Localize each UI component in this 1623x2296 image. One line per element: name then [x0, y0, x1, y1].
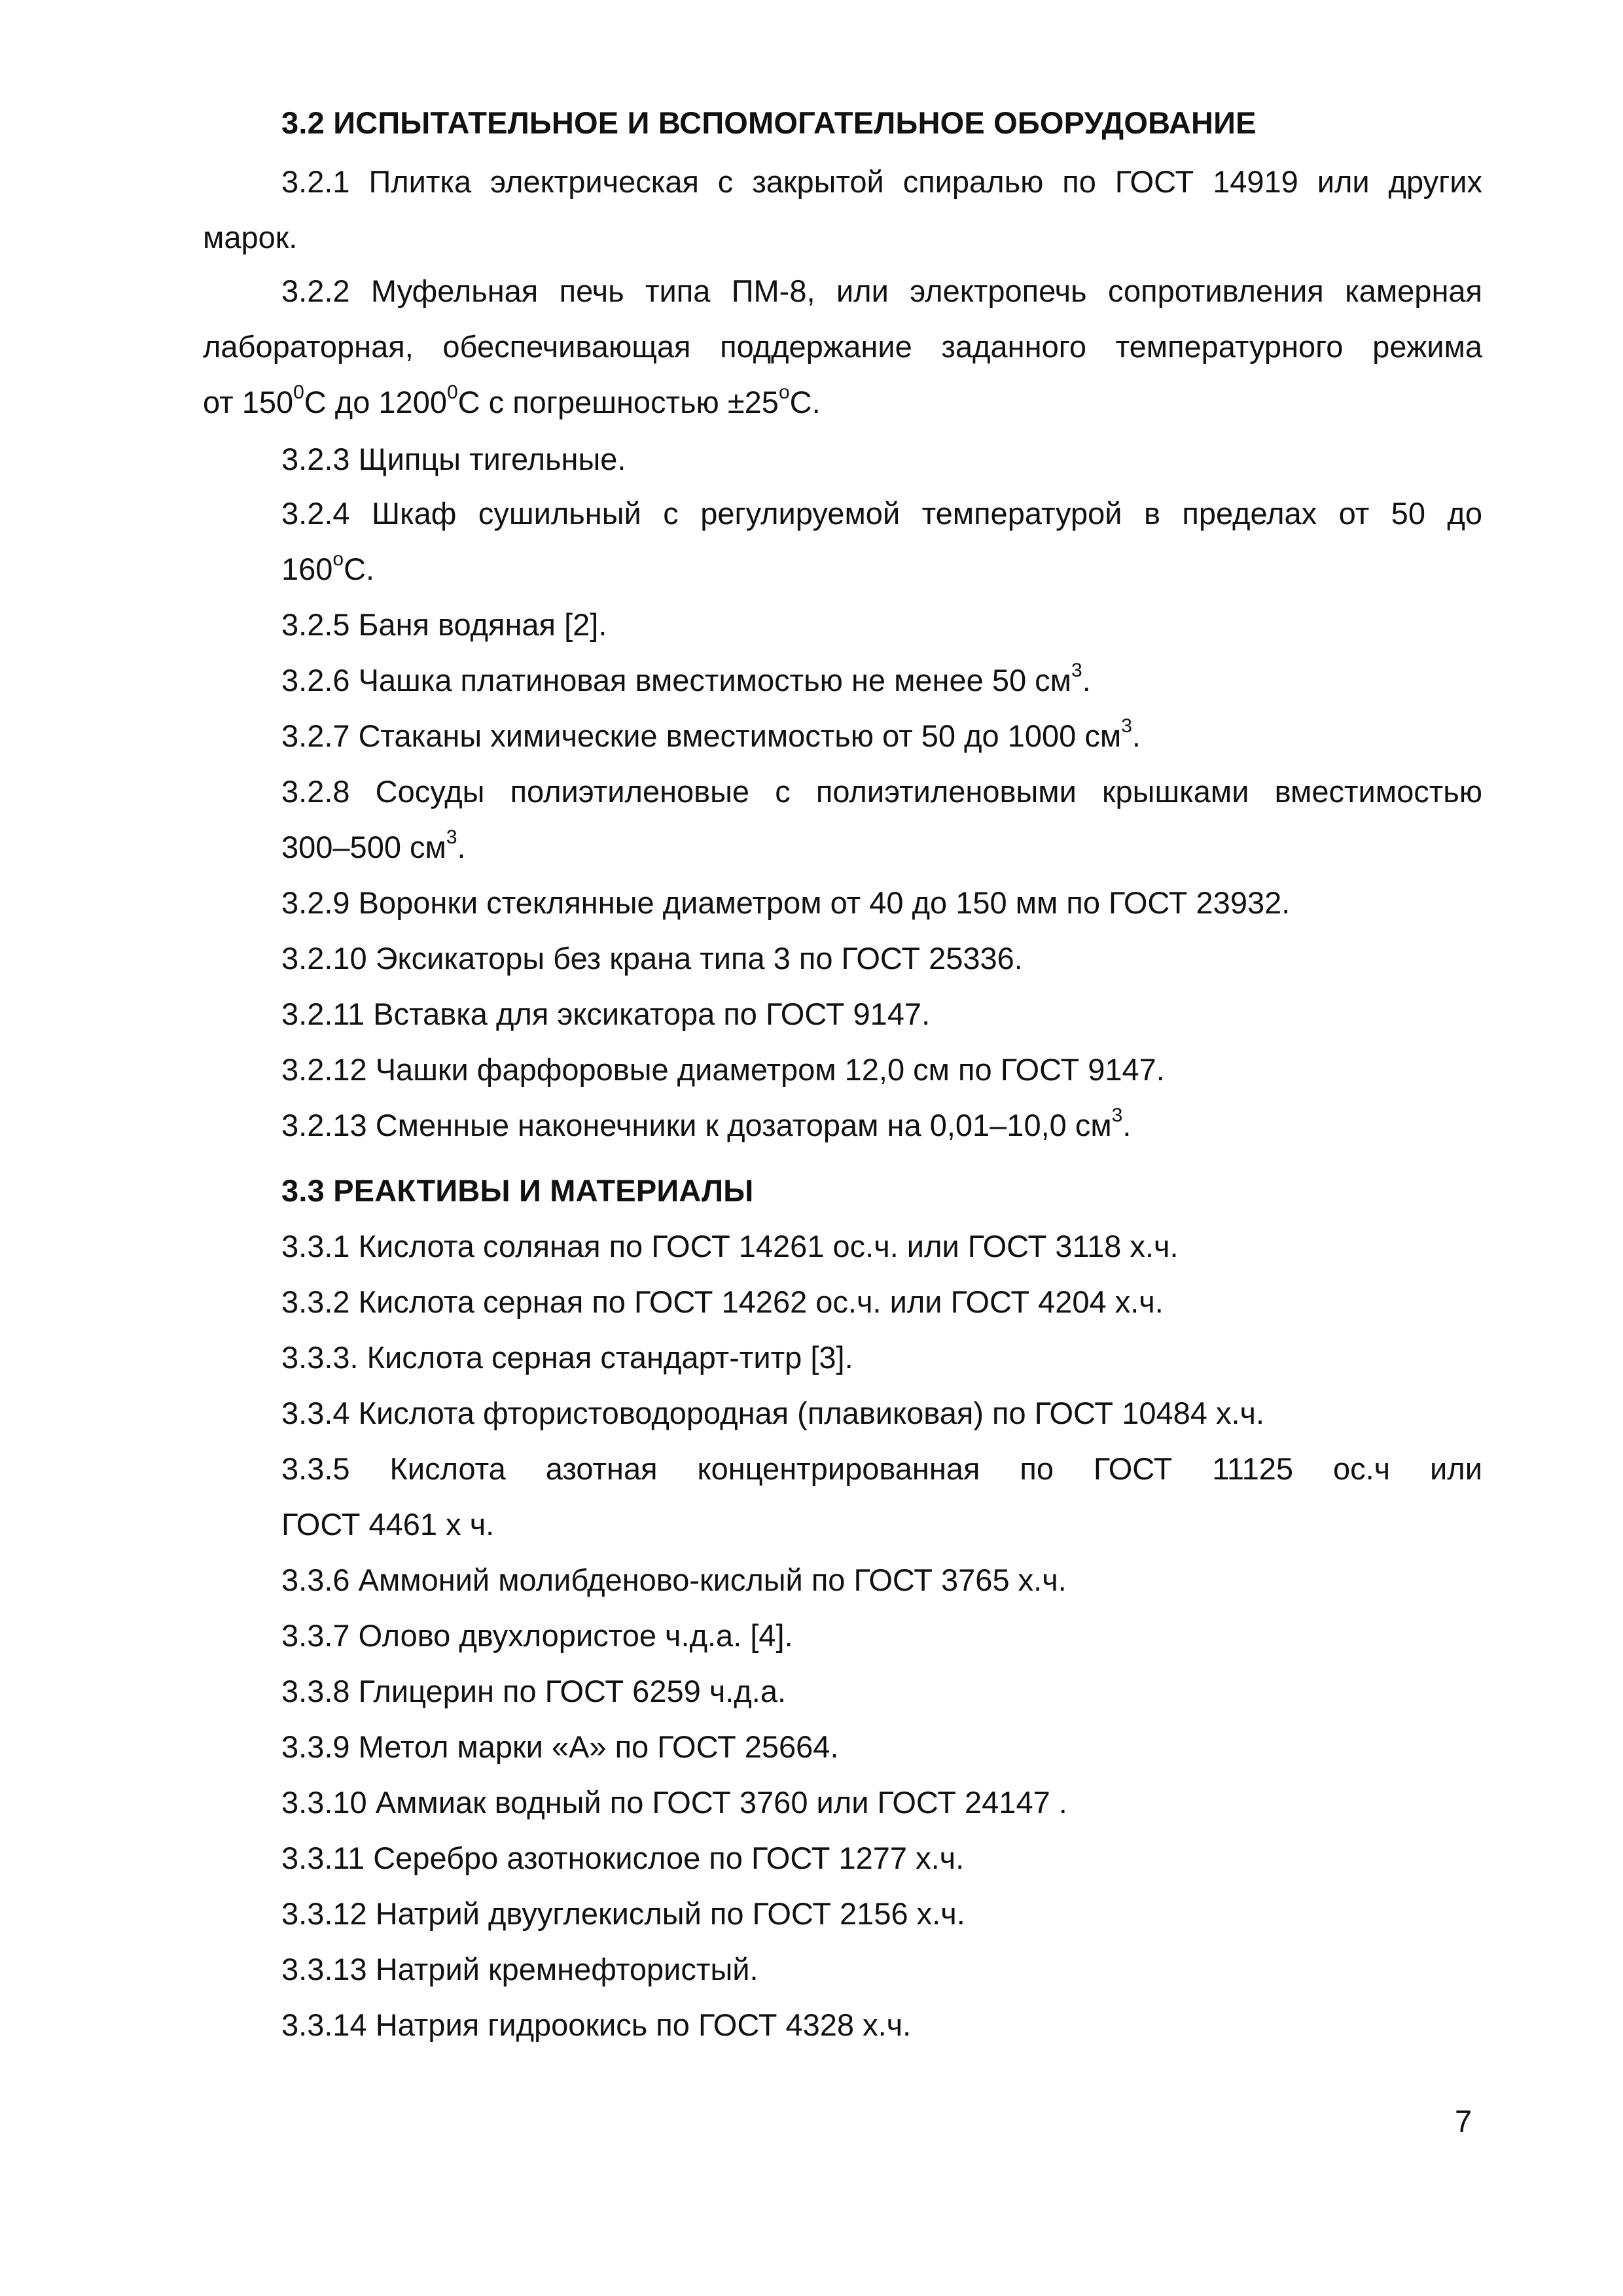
text: 3.2.6 Чашка платиновая вместимостью не менее 50 см: [281, 663, 1071, 698]
text: .: [457, 830, 466, 864]
item-3-2-5: 3.2.5 Баня водяная [2].: [281, 607, 607, 642]
item-3-2-12: 3.2.12 Чашки фарфоровые диаметром 12,0 см по ГОСТ 9147.: [281, 1052, 1165, 1087]
text: 160: [281, 552, 333, 586]
item-3-3-6: 3.3.6 Аммоний молибденово-кислый по ГОСТ 3765 х.ч.: [281, 1563, 1067, 1597]
section-heading-reagents: 3.3 РЕАКТИВЫ И МАТЕРИАЛЫ: [281, 1173, 754, 1208]
item-3-2-4-line2: [281, 550, 374, 589]
item-3-2-4-line1: 3.2.4 Шкаф сушильный с регулируемой температурой в пределах от 50 до: [281, 496, 1482, 531]
item-3-2-2-line1: 3.2.2 Муфельная печь типа ПМ-8, или электропечь сопротивления камерная: [281, 274, 1482, 308]
item-3-3-14: 3.3.14 Натрия гидроокись по ГОСТ 4328 х.ч.: [281, 2007, 912, 2042]
text: от 150: [203, 385, 294, 419]
text: С.: [344, 552, 375, 586]
section-heading-equipment: 3.2 ИСПЫТАТЕЛЬНОЕ И ВСПОМОГАТЕЛЬНОЕ ОБОРУДОВАНИЕ: [281, 105, 1257, 140]
item-3-3-11: 3.3.11 Серебро азотнокислое по ГОСТ 1277 х.ч.: [281, 1841, 965, 1875]
item-3-3-7: 3.3.7 Олово двухлористое ч.д.а. [4].: [281, 1618, 793, 1653]
item-3-3-2: 3.3.2 Кислота серная по ГОСТ 14262 ос.ч. или ГОСТ 4204 х.ч.: [281, 1284, 1164, 1319]
superscript: 3: [1121, 715, 1132, 737]
text: С до 1200: [304, 385, 447, 419]
text: .: [1132, 718, 1141, 753]
text: С.: [789, 385, 821, 419]
item-3-2-2-line3: [203, 383, 821, 422]
item-3-2-6: [281, 661, 1091, 700]
item-3-2-8-line2: [281, 828, 466, 867]
superscript: о: [332, 548, 344, 570]
item-3-2-8-line1: 3.2.8 Сосуды полиэтиленовые с полиэтиленовыми крышками вместимостью: [281, 774, 1482, 809]
item-3-2-10: 3.2.10 Эксикаторы без крана типа 3 по ГОСТ 25336.: [281, 941, 1023, 976]
text: 3.2.13 Сменные наконечники к дозаторам на 0,01–10,0 см: [281, 1108, 1112, 1142]
item-3-3-5-line2: ГОСТ 4461 х ч.: [281, 1507, 495, 1542]
item-3-3-1: 3.3.1 Кислота соляная по ГОСТ 14261 ос.ч. или ГОСТ 3118 х.ч.: [281, 1229, 1179, 1263]
page-number: 7: [1455, 2104, 1472, 2138]
item-3-2-13: [281, 1106, 1131, 1145]
superscript: 3: [446, 826, 457, 848]
text: 300–500 см: [281, 830, 446, 864]
item-3-3-12: 3.3.12 Натрий двууглекислый по ГОСТ 2156 х.ч.: [281, 1896, 965, 1931]
superscript: 3: [1071, 660, 1082, 681]
item-3-2-3: 3.2.3 Щипцы тигельные.: [281, 442, 626, 476]
item-3-2-11: 3.2.11 Вставка для эксикатора по ГОСТ 9147.: [281, 997, 931, 1031]
item-3-2-9: 3.2.9 Воронки стеклянные диаметром от 40 до 150 мм по ГОСТ 23932.: [281, 885, 1291, 920]
item-3-3-9: 3.3.9 Метол марки «А» по ГОСТ 25664.: [281, 1729, 839, 1764]
superscript: 3: [1111, 1104, 1123, 1126]
item-3-3-13: 3.3.13 Натрий кремнефтористый.: [281, 1952, 758, 1987]
text: .: [1122, 1108, 1132, 1142]
item-3-2-7: [281, 716, 1141, 756]
item-3-3-10: 3.3.10 Аммиак водный по ГОСТ 3760 или ГОСТ 24147 .: [281, 1785, 1067, 1820]
item-3-3-5-line1: 3.3.5 Кислота азотная концентрированная по ГОСТ 11125 ос.ч или: [281, 1451, 1482, 1486]
text: .: [1082, 663, 1091, 698]
superscript: 0: [446, 381, 458, 403]
text: 3.2.7 Стаканы химические вместимостью от 50 до 1000 см: [281, 718, 1122, 753]
item-3-3-8: 3.3.8 Глицерин по ГОСТ 6259 ч.д.а.: [281, 1674, 787, 1708]
superscript: о: [778, 381, 790, 403]
text: С с погрешностью ±25: [457, 385, 779, 419]
item-3-2-1-line2: марок.: [203, 220, 298, 255]
superscript: 0: [293, 381, 304, 403]
item-3-2-1-line1: 3.2.1 Плитка электрическая с закрытой спиралью по ГОСТ 14919 или других: [281, 164, 1482, 199]
item-3-3-4: 3.3.4 Кислота фтористоводородная (плавиковая) по ГОСТ 10484 х.ч.: [281, 1396, 1265, 1430]
item-3-2-2-line2: лабораторная, обеспечивающая поддержание заданного температурного режима: [203, 329, 1482, 364]
item-3-3-3: 3.3.3. Кислота серная стандарт-титр [3].: [281, 1340, 853, 1375]
